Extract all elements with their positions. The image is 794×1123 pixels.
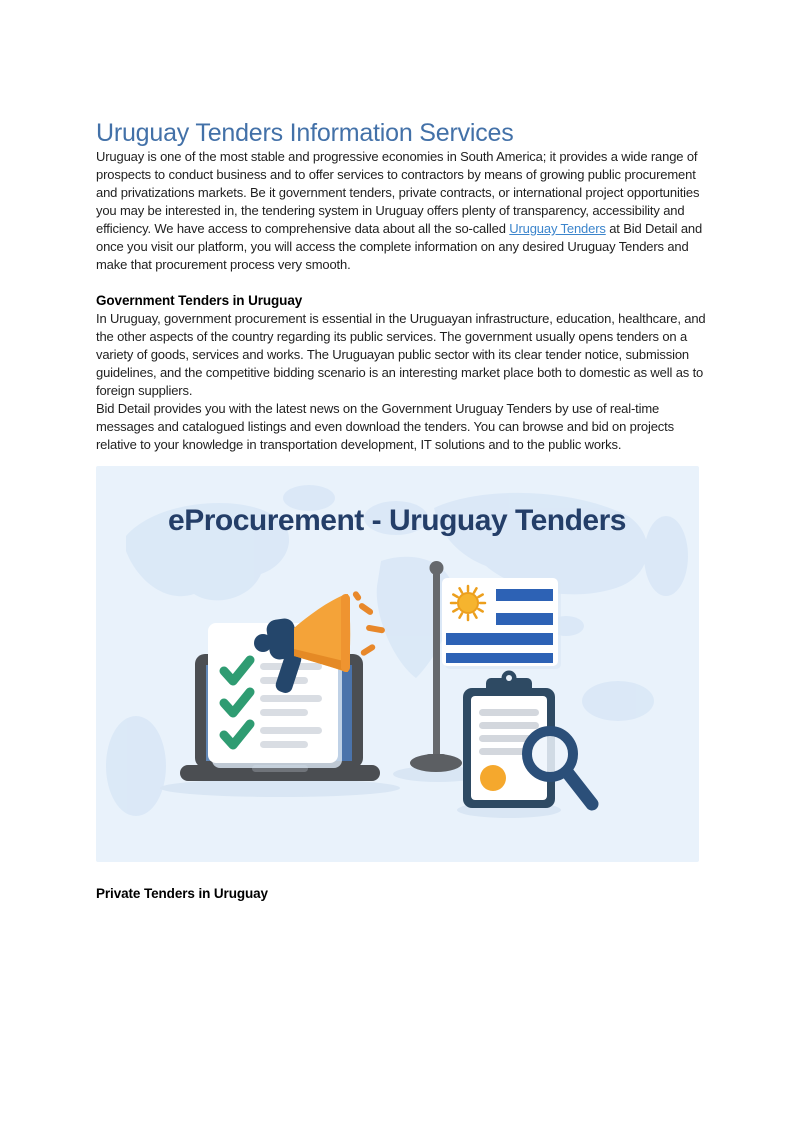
section-heading-government-tenders: Government Tenders in Uruguay [96,293,303,308]
page-title: Uruguay Tenders Information Services [96,119,514,147]
illustration-title: eProcurement - Uruguay Tenders [168,504,626,537]
section-heading-private-tenders: Private Tenders in Uruguay [96,886,268,901]
intro-text-before-link: Uruguay is one of the most stable and progressive economies in South America; it provides a wide range of prospects to conduct business and to offer services to contractors by means of growing public procurement and privatizations markets. Be it government tenders, private contracts, or international project opportunities you may be interested in, the tendering system in Uruguay offers plenty of transparency, accessibility and efficiency. We have access to comprehensive data about all the so-called [96,149,700,236]
intro-text-after-link: at Bid Detail and once you visit our platform, you will access the complete information on any desired Uruguay Tenders and make that procurement process very smooth. [96,221,703,272]
uruguay-flag-icon [442,578,561,669]
intro-paragraph [96,148,708,274]
uruguay-tenders-link[interactable]: Uruguay Tenders [509,221,606,236]
seal-circle-icon [480,765,506,791]
eprocurement-illustration [96,466,699,862]
document-content [96,0,716,903]
government-tenders-paragraph-2: Bid Detail provides you with the latest news on the Government Uruguay Tenders by use of real-time messages and catalogued listings and even download the tenders. You can browse and bid on projects relative to your knowledge in transportation development, IT solutions and to the public works. [96,401,674,452]
government-tenders-paragraph-1: In Uruguay, government procurement is essential in the Uruguayan infrastructure, education, healthcare, and the other aspects of the country regarding its public services. The government usually opens tenders on a variety of goods, services and works. The Uruguayan public sector with its clear tender notice, submission guidelines, and the competitive bidding scenario is an interesting market place both to domestic as well as to foreign suppliers. [96,311,706,398]
